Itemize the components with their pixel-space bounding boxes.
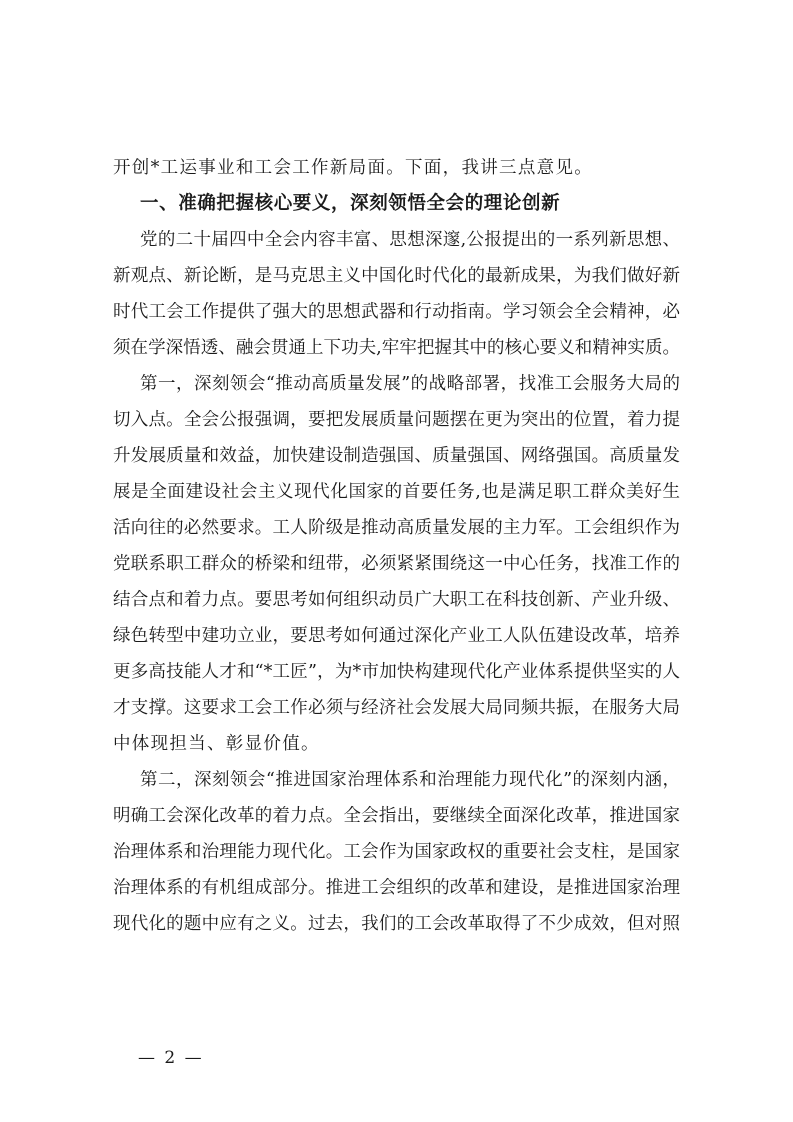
body-line: 治理体系和治理能力现代化。工会作为国家政权的重要社会支柱，是国家 (113, 842, 680, 862)
body-line: 才支撑。这要求工会工作必须与经济社会发展大局同频共振，在服务大局 (113, 698, 680, 718)
body-line: 第一，深刻领会“推动高质量发展”的战略部署，找准工会服务大局的 (140, 374, 680, 394)
body-line: 结合点和着力点。要思考如何组织动员广大职工在科技创新、产业升级、 (113, 590, 680, 610)
section-heading: 一、准确把握核心要义，深刻领悟全会的理论创新 (140, 193, 561, 214)
body-line: 现代化的题中应有之义。过去，我们的工会改革取得了不少成效，但对照 (113, 914, 680, 934)
body-line: 时代工会工作提供了强大的思想武器和行动指南。学习领会全会精神，必 (113, 302, 680, 322)
body-line: 开创*工运事业和工会工作新局面。下面，我讲三点意见。 (113, 158, 594, 178)
page-number: — 2 — (138, 1048, 204, 1068)
body-line: 中体现担当、彰显价值。 (113, 734, 320, 754)
body-line: 升发展质量和效益，加快建设制造强国、质量强国、网络强国。高质量发 (113, 446, 680, 466)
body-line: 切入点。全会公报强调，要把发展质量问题摆在更为突出的位置，着力提 (113, 410, 680, 430)
body-line: 党联系职工群众的桥梁和纽带，必须紧紧围绕这一中心任务，找准工作的 (113, 554, 680, 574)
body-line: 治理体系的有机组成部分。推进工会组织的改革和建设，是推进国家治理 (113, 878, 680, 898)
body-line: 第二，深刻领会“推进国家治理体系和治理能力现代化”的深刻内涵， (140, 770, 680, 790)
body-line: 明确工会深化改革的着力点。全会指出，要继续全面深化改革，推进国家 (113, 806, 680, 826)
body-line: 绿色转型中建功立业，要思考如何通过深化产业工人队伍建设改革，培养 (113, 626, 680, 646)
body-line: 活向往的必然要求。工人阶级是推动高质量发展的主力军。工会组织作为 (113, 518, 680, 538)
body-line: 须在学深悟透、融会贯通上下功夫,牢牢把握其中的核心要义和精神实质。 (113, 338, 680, 358)
body-line: 展是全面建设社会主义现代化国家的首要任务,也是满足职工群众美好生 (113, 482, 680, 502)
body-line: 新观点、新论断，是马克思主义中国化时代化的最新成果，为我们做好新 (113, 266, 680, 286)
body-line: 党的二十届四中全会内容丰富、思想深邃,公报提出的一系列新思想、 (140, 230, 680, 250)
body-line: 更多高技能人才和“*工匠”，为*市加快构建现代化产业体系提供坚实的人 (113, 662, 680, 682)
